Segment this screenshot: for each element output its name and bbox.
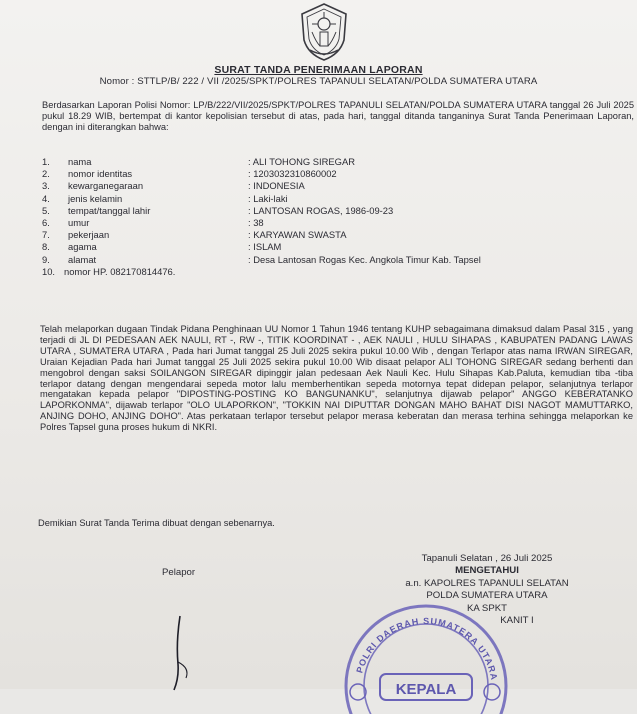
intro-paragraph: Berdasarkan Laporan Polisi Nomor: LP/B/222/VII/2025/SPKT/POLRES TAPANULI SELATAN/POLDA SUMATERA UTARA tanggal 26 Juli 2025 pukul 18.29 WIB, bertempat di kantor kepolisian tersebut di atas, pada hari, tanggal ditanda tanganinya Surat Tanda Penerimaan Laporan, dengan ini diterangkan bahwa: xyxy=(42,100,634,132)
reporter-label: Pelapor xyxy=(162,567,196,578)
place-date: Tapanuli Selatan , 26 Juli 2025 xyxy=(421,553,553,564)
list-item: 2. nomor identitas : 1203032310860002 xyxy=(42,168,337,180)
acknowledged-label: MENGETAHUI xyxy=(455,565,519,577)
spkt-head: KA SPKT xyxy=(467,602,507,614)
closing-statement: Demikian Surat Tanda Terima dibuat dengan sebenarnya. xyxy=(38,518,275,528)
reporter-signature xyxy=(150,612,210,692)
list-item: 10. nomor HP. 082170814476. xyxy=(42,265,176,277)
stamp-ring-text: POLRI DAERAH SUMATERA UTARA xyxy=(354,615,500,682)
official-signature-block xyxy=(372,553,602,627)
report-paragraph: Telah melaporkan dugaan Tindak Pidana Penghinaan UU Nomor 1 Tahun 1946 tentang KUHP sebagaimana dimaksud dalam Pasal 315 , yang terjadi di JL DI PEDESAAN AEK NAULI, RT -, RW -, TITIK KOORDINAT - , AEK NAULI , HULU SIHAPAS , KABUPATEN PADANG LAWAS UTARA , SUMATERA UTARA , Pada hari Jumat tanggal 25 Juli 2025 sekira pukul 10.00 Wib , dengan Terlapor atas nama IRWAN SIREGAR, Uraian Kejadian Pada hari Jumat tanggal 25 Juli 2025 sekira pukul 10.00 Wib disaat pelapor ALI TOHONG SIREGAR sedang berhenti dan mengobrol dengan saksi SOILANGON SIREGAR dipinggir jalan pedesaan Aek Nauli Kec. Hulu Sihapas Kab.Paluta, kemudian tiba -tiba terlapor datang dengan mengendarai sepeda motor lalu memberhentikan sepeda motornya tepat didepan pelapor, selanjutnya terlapor mengatakan kepada pelapor "DIPOSTING-POSTING KO BANGUNANKU", selanjutnya dijawab pelapor" ANGGO KEBERATANKO LAPORKONMA", dijawab terlapor "OLO ULAPORKON", "TOKKIN NAI DIPUTTAR DONGAN MAHO BAHAT DISI NAGOT MAMUTTARKO, ANJING DOHO, ANJING DOHO". Atas perkataan terlapor tersebut pelapor merasa keberatan dan merasa terhina sehingga melaporkan ke Polres Tapsel guna proses hukum di NKRI. xyxy=(40,324,633,433)
police-emblem-icon xyxy=(296,2,352,62)
unit-head: KANIT I xyxy=(500,615,534,627)
document-number: Nomor : STTLP/B/ 222 / VII /2025/SPKT/POLRES TAPANULI SELATAN/POLDA SUMATERA UTARA xyxy=(99,76,538,87)
document-title: SURAT TANDA PENERIMAAN LAPORAN xyxy=(214,64,423,76)
stamp-center-text: KEPALA xyxy=(395,681,457,698)
list-item: 8. agama : ISLAM xyxy=(42,241,282,253)
list-item: 9. alamat : Desa Lantosan Rogas Kec. Angkola Timur Kab. Tapsel xyxy=(42,253,481,265)
identity-list xyxy=(42,156,602,278)
list-item: 5. tempat/tanggal lahir : LANTOSAN ROGAS, 1986-09-23 xyxy=(42,204,394,216)
list-item: 4. jenis kelamin : Laki-laki xyxy=(42,192,288,204)
list-item: 1. nama : ALI TOHONG SIREGAR xyxy=(42,156,355,167)
list-item: 6. umur : 38 xyxy=(42,216,264,228)
list-item: 3. kewarganegaraan : INDONESIA xyxy=(42,180,305,192)
regional-police: POLDA SUMATERA UTARA xyxy=(426,590,548,602)
on-behalf-of: a.n. KAPOLRES TAPANULI SELATAN xyxy=(405,577,569,589)
list-item: 7. pekerjaan : KARYAWAN SWASTA xyxy=(42,229,347,241)
